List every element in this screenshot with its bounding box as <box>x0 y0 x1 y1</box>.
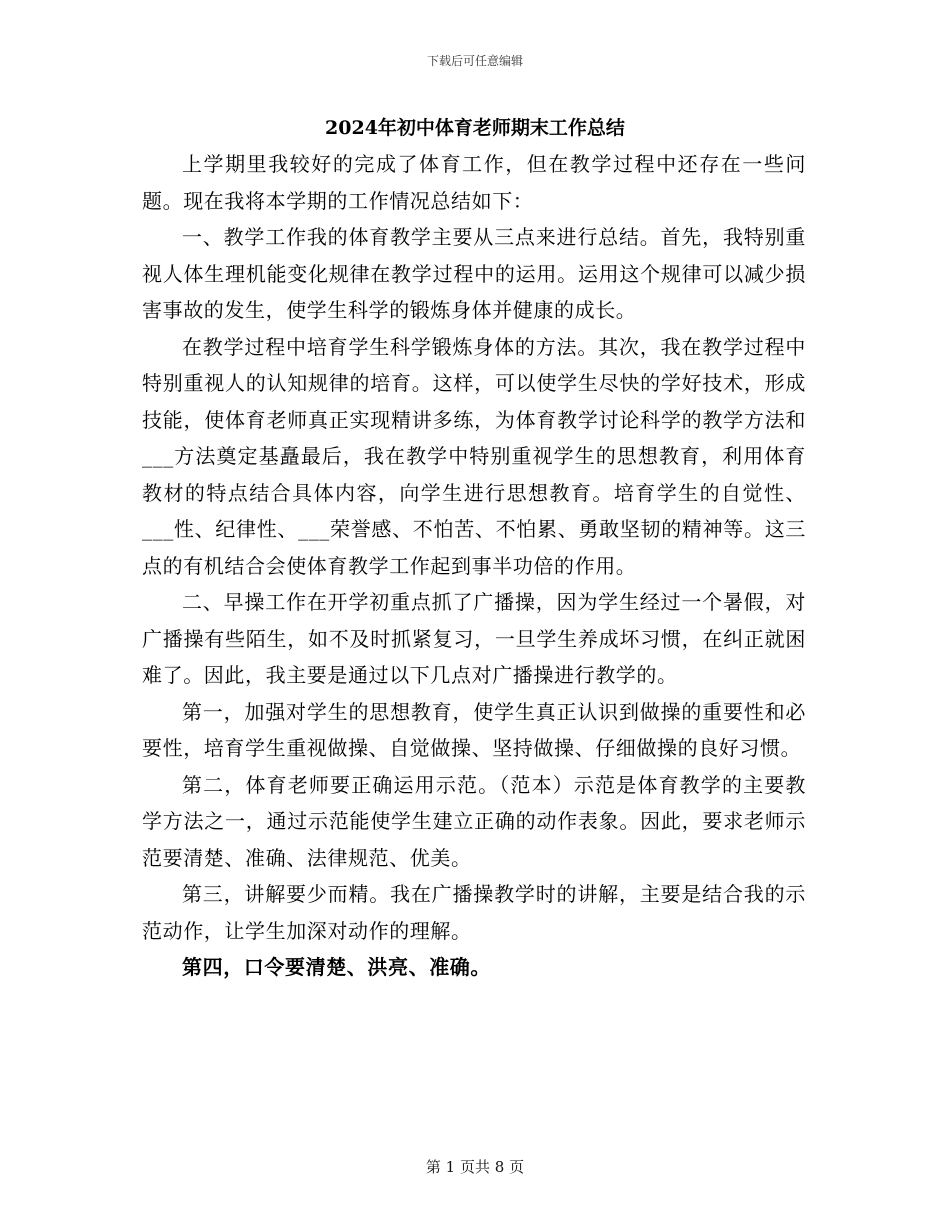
paragraph-morning-exercise: 二、早操工作在开学初重点抓了广播操，因为学生经过一个暑假，对广播操有些陌生，如不及时抓紧复习，一旦学生养成坏习惯，在纠正就困难了。因此，我主要是通过以下几点对广播操进行教学的。 <box>142 590 806 687</box>
paragraph-point-two: 第二，体育老师要正确运用示范。（范本）示范是体育教学的主要教学方法之一，通过示范能使学生建立正确的动作表象。因此，要求老师示范要清楚、准确、法律规范、优美。 <box>142 772 806 870</box>
document-body <box>142 146 806 986</box>
page-header-note: 下载后可任意编辑 <box>426 54 523 68</box>
document-title: 2024年初中体育老师期末工作总结 <box>325 117 625 139</box>
paragraph-intro: 上学期里我较好的完成了体育工作，但在教学过程中还存在一些问题。现在我将本学期的工作情况总结如下： <box>142 152 806 213</box>
paragraph-teaching-work: 一、教学工作我的体育教学主要从三点来进行总结。首先，我特别重视人体生理机能变化规律在教学过程中的运用。运用这个规律可以减少损害事故的发生，使学生科学的锻炼身体并健康的成长。 <box>142 225 806 322</box>
page-number: 第 1 页共 8 页 <box>425 1158 525 1176</box>
paragraph-point-four: 第四，口令要清楚、洪亮、准确。 <box>182 955 491 979</box>
paragraph-point-one: 第一，加强对学生的思想教育，使学生真正认识到做操的重要性和必要性，培育学生重视做操、自觉做操、坚持做操、仔细做操的良好习惯。 <box>142 699 806 760</box>
paragraph-point-three: 第三，讲解要少而精。我在广播操教学时的讲解，主要是结合我的示范动作，让学生加深对动作的理解。 <box>142 882 806 943</box>
paragraph-teaching-methods: 在教学过程中培育学生科学锻炼身体的方法。其次，我在教学过程中特别重视人的认知规律的培育。这样，可以使学生尽快的学好技术，形成技能，使体育老师真正实现精讲多练，为体育教学讨论科学的教学方法和___方法奠定基矗最后，我在教学中特别重视学生的思想教育，利用体育教材的特点结合具体内容，向学生进行思想教育。培育学生的自觉性、___性、纪律性、___荣誉感、不怕苦、不怕累、勇敢坚韧的精神等。这三点的有机结合会使体育教学工作起到事半功倍的作用。 <box>142 334 806 578</box>
